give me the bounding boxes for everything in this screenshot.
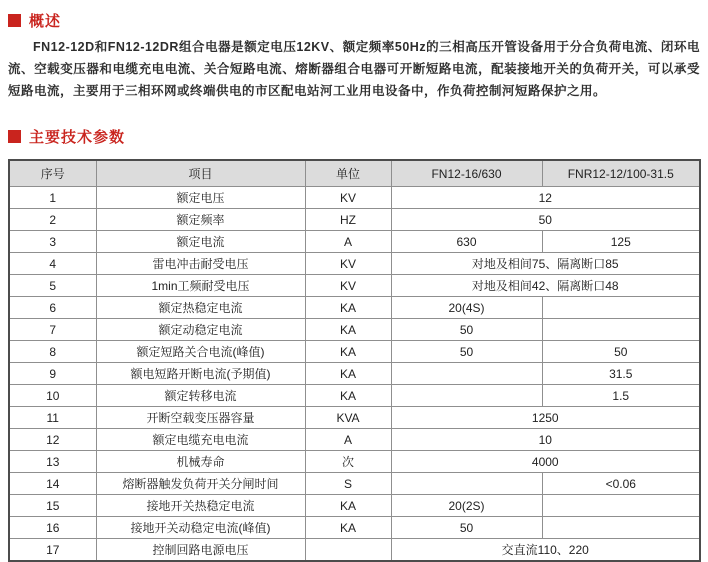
cell-value-2: 125 [542, 231, 700, 253]
table-row [9, 407, 700, 429]
cell-unit: KA [305, 517, 391, 539]
table-row [9, 385, 700, 407]
table-row [9, 231, 700, 253]
cell-no: 2 [9, 209, 96, 231]
cell-item: 额定电缆充电电流 [96, 429, 305, 451]
cell-no: 15 [9, 495, 96, 517]
section-bullet-icon [8, 14, 21, 27]
cell-no: 3 [9, 231, 96, 253]
cell-item: 熔断器触发负荷开关分闸时间 [96, 473, 305, 495]
cell-unit: KA [305, 385, 391, 407]
table-row [9, 209, 700, 231]
cell-unit: S [305, 473, 391, 495]
cell-item: 额定电流 [96, 231, 305, 253]
table-row [9, 495, 700, 517]
cell-unit: KA [305, 319, 391, 341]
cell-value-1: 50 [391, 517, 542, 539]
cell-no: 8 [9, 341, 96, 363]
parameters-table-body [9, 187, 700, 562]
cell-item: 接地开关动稳定电流(峰值) [96, 517, 305, 539]
cell-item: 额定电压 [96, 187, 305, 209]
cell-item: 开断空载变压器容量 [96, 407, 305, 429]
cell-value-1 [391, 385, 542, 407]
overview-title-text: 概述 [29, 13, 62, 30]
cell-value-2: 1.5 [542, 385, 700, 407]
cell-value-merged: 10 [391, 429, 700, 451]
cell-item: 雷电冲击耐受电压 [96, 253, 305, 275]
cell-value-2: 31.5 [542, 363, 700, 385]
cell-unit: KV [305, 187, 391, 209]
document-page [0, 10, 708, 557]
parameters-table-header [9, 160, 700, 187]
parameters-table [8, 159, 701, 562]
table-row [9, 297, 700, 319]
cell-item: 额电短路开断电流(予期值) [96, 363, 305, 385]
parameters-title-text: 主要技术参数 [29, 129, 126, 146]
cell-value-merged: 50 [391, 209, 700, 231]
cell-value-1: 20(4S) [391, 297, 542, 319]
cell-item: 1min工频耐受电压 [96, 275, 305, 297]
cell-item: 额定热稳定电流 [96, 297, 305, 319]
cell-value-1: 50 [391, 319, 542, 341]
cell-no: 14 [9, 473, 96, 495]
cell-item: 额定频率 [96, 209, 305, 231]
cell-value-2 [542, 319, 700, 341]
header-row [9, 160, 700, 187]
table-row [9, 341, 700, 363]
cell-unit: KA [305, 341, 391, 363]
cell-item: 接地开关热稳定电流 [96, 495, 305, 517]
cell-value-merged: 对地及相间42、隔离断口48 [391, 275, 700, 297]
cell-unit: A [305, 231, 391, 253]
cell-value-merged: 对地及相间75、隔离断口85 [391, 253, 700, 275]
cell-no: 4 [9, 253, 96, 275]
cell-unit: KVA [305, 407, 391, 429]
cell-no: 16 [9, 517, 96, 539]
cell-no: 10 [9, 385, 96, 407]
cell-unit: HZ [305, 209, 391, 231]
cell-value-2 [542, 297, 700, 319]
col-header-unit: 单位 [305, 160, 391, 187]
cell-value-2: <0.06 [542, 473, 700, 495]
cell-value-2: 50 [542, 341, 700, 363]
cell-no: 17 [9, 539, 96, 562]
cell-no: 5 [9, 275, 96, 297]
cell-unit: KA [305, 363, 391, 385]
table-row [9, 253, 700, 275]
cell-unit [305, 539, 391, 562]
cell-value-1: 20(2S) [391, 495, 542, 517]
col-header-no: 序号 [9, 160, 96, 187]
table-row [9, 275, 700, 297]
overview-section-title [8, 10, 700, 31]
table-row [9, 539, 700, 562]
cell-item: 机械寿命 [96, 451, 305, 473]
cell-no: 9 [9, 363, 96, 385]
cell-no: 1 [9, 187, 96, 209]
cell-value-1: 630 [391, 231, 542, 253]
cell-unit: KV [305, 275, 391, 297]
cell-value-merged: 1250 [391, 407, 700, 429]
cell-value-1 [391, 363, 542, 385]
table-row [9, 429, 700, 451]
cell-no: 7 [9, 319, 96, 341]
cell-unit: 次 [305, 451, 391, 473]
overview-paragraph: FN12-12D和FN12-12DR组合电器是额定电压12KV、额定频率50Hz的三相高压开管设备用于分合负荷电流、闭环电流、空载变压器和电缆充电电流、关合短路电流、熔断器组合电器可开断短路电流，配装接地开关的负荷开关，可以承受短路电流，主要用于三相环网或终端供电的市区配电站河工业用电设备中，作负荷控制河短路保护之用。 [8, 40, 700, 98]
parameters-section-title [8, 126, 700, 147]
col-header-model2: FNR12-12/100-31.5 [542, 160, 700, 187]
col-header-model1: FN12-16/630 [391, 160, 542, 187]
section-bullet-icon [8, 130, 21, 143]
cell-no: 12 [9, 429, 96, 451]
cell-unit: KA [305, 297, 391, 319]
table-row [9, 451, 700, 473]
col-header-item: 项目 [96, 160, 305, 187]
table-row [9, 187, 700, 209]
cell-item: 额定动稳定电流 [96, 319, 305, 341]
table-row [9, 363, 700, 385]
cell-value-2 [542, 495, 700, 517]
table-row [9, 473, 700, 495]
cell-no: 6 [9, 297, 96, 319]
table-row [9, 517, 700, 539]
cell-unit: KV [305, 253, 391, 275]
cell-value-2 [542, 517, 700, 539]
cell-item: 控制回路电源电压 [96, 539, 305, 562]
cell-item: 额定短路关合电流(峰值) [96, 341, 305, 363]
cell-value-merged: 12 [391, 187, 700, 209]
cell-item: 额定转移电流 [96, 385, 305, 407]
cell-unit: A [305, 429, 391, 451]
cell-value-merged: 交直流110、220 [391, 539, 700, 562]
cell-no: 11 [9, 407, 96, 429]
cell-no: 13 [9, 451, 96, 473]
cell-value-merged: 4000 [391, 451, 700, 473]
cell-value-1 [391, 473, 542, 495]
cell-unit: KA [305, 495, 391, 517]
table-row [9, 319, 700, 341]
cell-value-1: 50 [391, 341, 542, 363]
